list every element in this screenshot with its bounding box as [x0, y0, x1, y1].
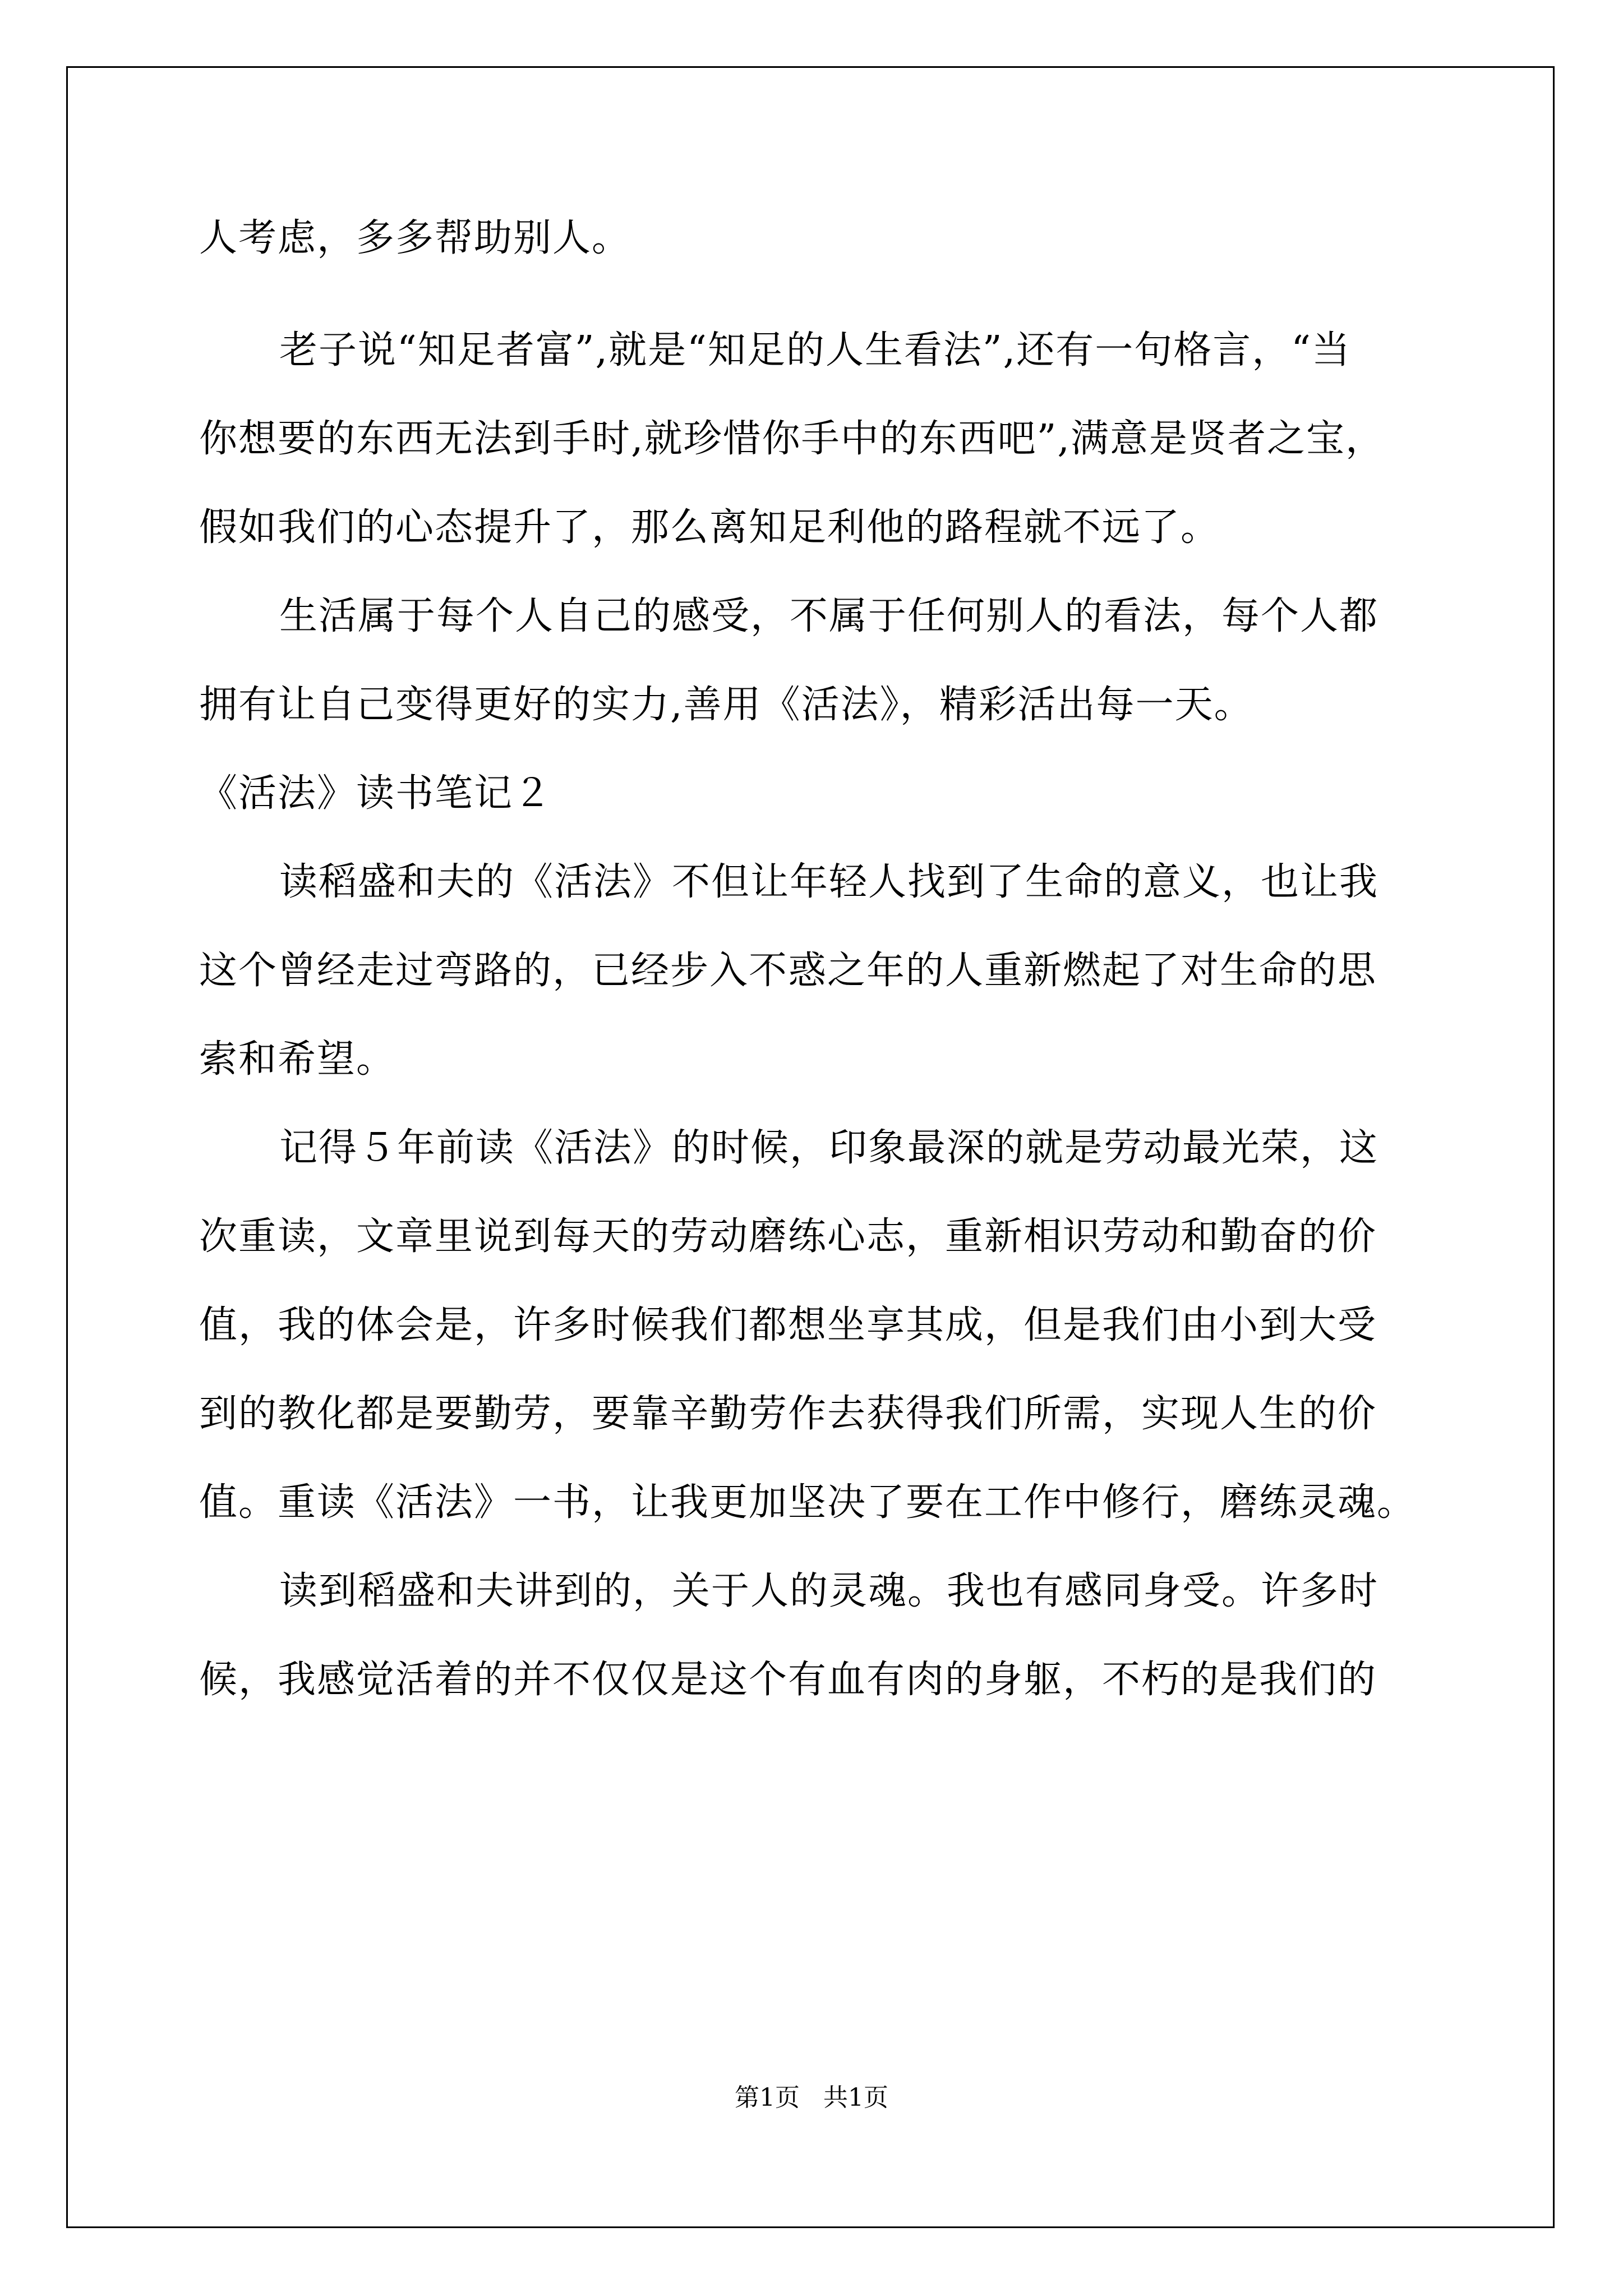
paragraph-line: 生活属于每个人自己的感受，不属于任何别人的看法，每个人都	[279, 594, 1379, 638]
paragraph-line: 读到稻盛和夫讲到的，关于人的灵魂。我也有感同身受。许多时	[279, 1569, 1379, 1613]
paragraph-line: 记得５年前读《活法》的时候，印象最深的就是劳动最光荣，这	[279, 1126, 1379, 1170]
paragraph-line: 假如我们的心态提升了，那么离知足利他的路程就不远了。	[199, 505, 1220, 550]
paragraph-line: 读稻盛和夫的《活法》不但让年轻人找到了生命的意义，也让我	[279, 860, 1379, 904]
section-heading: 《活法》读书笔记２	[199, 771, 553, 816]
paragraph-line: 索和希望。	[199, 1037, 396, 1082]
paragraph-line: 拥有让自己变得更好的实力,善用《活法》，精彩活出每一天。	[199, 683, 1253, 727]
paragraph-line: 到的教化都是要勤劳，要靠辛勤劳作去获得我们所需，实现人生的价	[199, 1392, 1377, 1436]
paragraph-line: 老子说“知足者富”,就是“知足的人生看法”,还有一句格言，“当	[279, 328, 1352, 372]
paragraph-line: 人考虑，多多帮助别人。	[199, 216, 631, 260]
paragraph-line: 候，我感觉活着的并不仅仅是这个有血有肉的身躯，不朽的是我们的	[199, 1658, 1377, 1702]
paragraph-line: 这个曾经走过弯路的，已经步入不惑之年的人重新燃起了对生命的思	[199, 949, 1377, 993]
paragraph-line: 值。重读《活法》一书，让我更加坚决了要在工作中修行，磨练灵魂。	[199, 1480, 1417, 1525]
paragraph-line: 值，我的体会是，许多时候我们都想坐享其成，但是我们由小到大受	[199, 1303, 1377, 1347]
page-footer: 第1页 共1页	[735, 2083, 888, 2112]
paragraph-line: 你想要的东西无法到手时,就珍惜你手中的东西吧”,满意是贤者之宝，	[199, 417, 1385, 461]
paragraph-line: 次重读，文章里说到每天的劳动磨练心志，重新相识劳动和勤奋的价	[199, 1214, 1377, 1259]
